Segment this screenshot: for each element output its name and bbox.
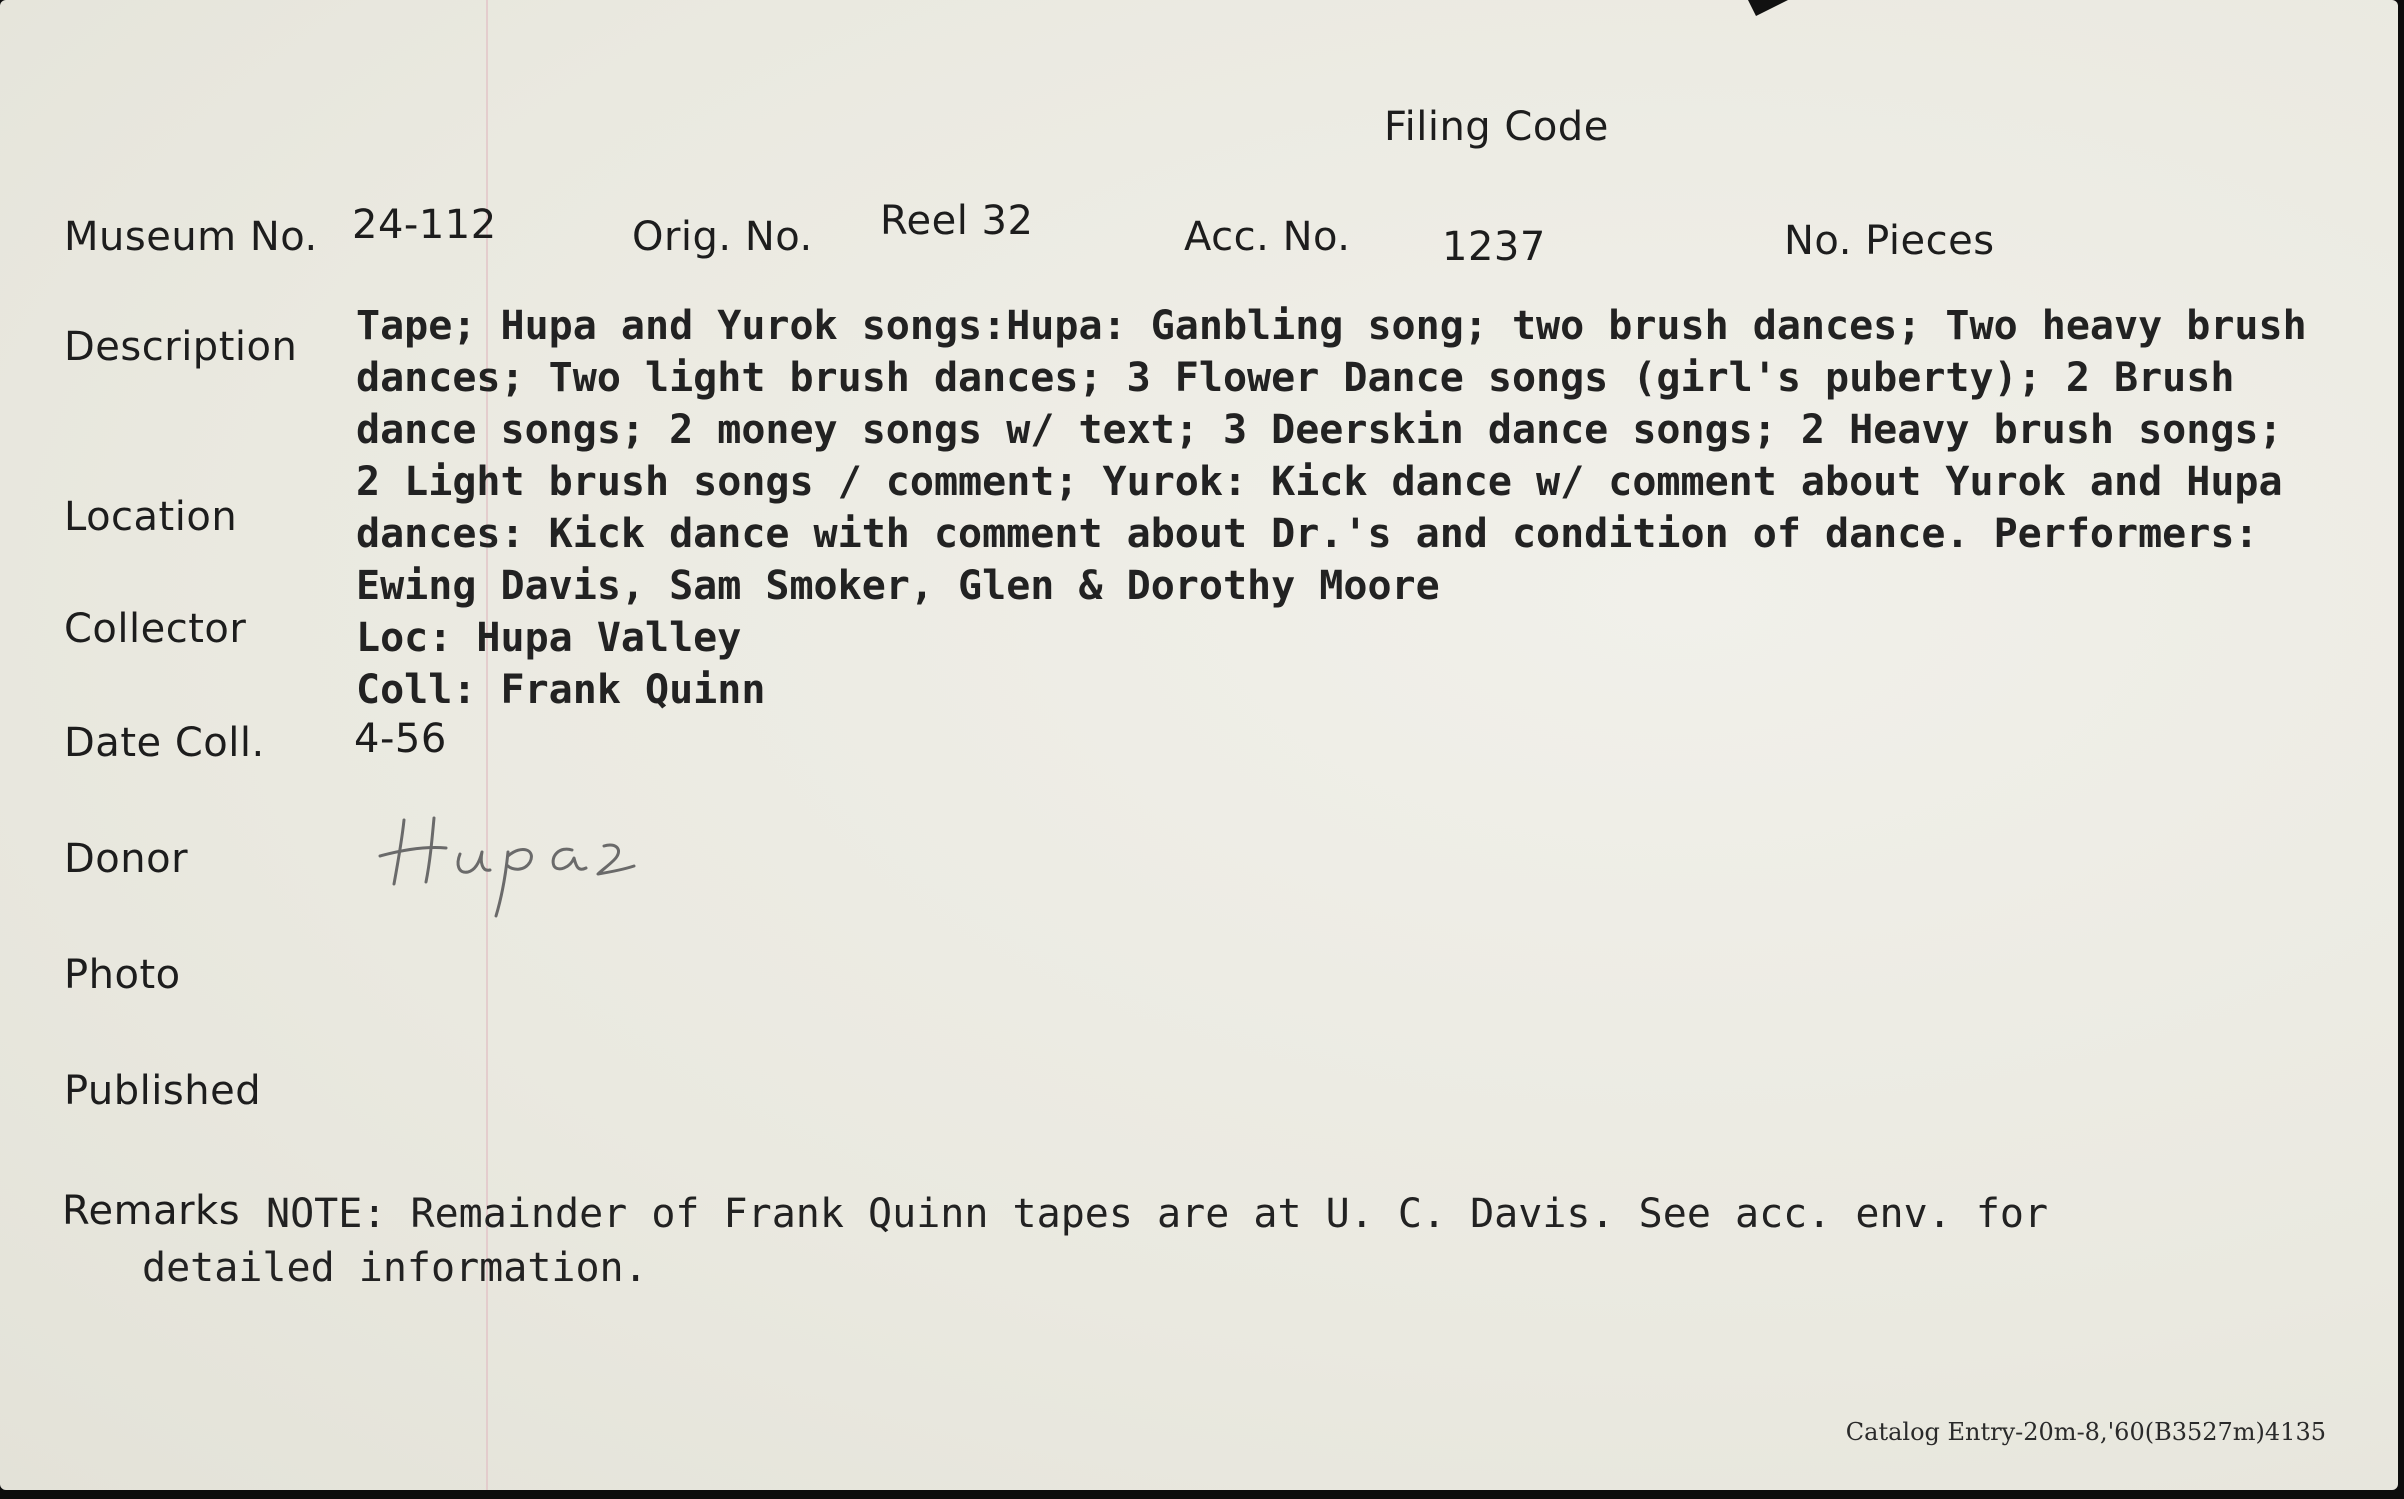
description-label: Description	[64, 324, 298, 370]
description-line: Tape; Hupa and Yurok songs:Hupa: Ganbling song; two brush dances; Two heavy brush	[356, 303, 2307, 349]
donor-label: Donor	[64, 836, 189, 882]
no-pieces-label: No. Pieces	[1784, 218, 1995, 264]
museum-no-label: Museum No.	[64, 214, 318, 260]
description-line: Loc: Hupa Valley	[356, 615, 742, 661]
orig-no-label: Orig. No.	[632, 214, 813, 260]
published-label: Published	[64, 1068, 262, 1114]
description-line: dances; Two light brush dances; 3 Flower Dance songs (girl's puberty); 2 Brush	[356, 355, 2235, 401]
remarks-line: detailed information.	[142, 1245, 648, 1291]
filing-code-label: Filing Code	[1384, 104, 1609, 150]
acc-no-label: Acc. No.	[1184, 214, 1351, 260]
description-line: dance songs; 2 money songs w/ text; 3 Deerskin dance songs; 2 Heavy brush songs;	[356, 407, 2283, 453]
description-line: Coll: Frank Quinn	[356, 667, 766, 713]
museum-no-value: 24-112	[352, 202, 497, 248]
date-coll-label: Date Coll.	[64, 720, 265, 766]
remarks-label: Remarks	[62, 1188, 241, 1234]
date-coll-value: 4-56	[354, 716, 447, 762]
remarks-line: NOTE: Remainder of Frank Quinn tapes are at U. C. Davis. See acc. env. for	[266, 1191, 2049, 1237]
acc-no-value: 1237	[1442, 224, 1546, 270]
photo-label: Photo	[64, 952, 181, 998]
description-text	[356, 300, 2307, 716]
donor-handwriting	[376, 800, 666, 920]
description-line: Ewing Davis, Sam Smoker, Glen & Dorothy Moore	[356, 563, 1440, 609]
orig-no-value: Reel 32	[880, 198, 1034, 244]
catalog-entry-footer: Catalog Entry-20m-8,'60(B3527m)4135	[1845, 1418, 2326, 1446]
location-label: Location	[64, 494, 238, 540]
collector-label: Collector	[64, 606, 247, 652]
description-line: 2 Light brush songs / comment; Yurok: Kick dance w/ comment about Yurok and Hupa	[356, 459, 2283, 505]
description-line: dances: Kick dance with comment about Dr.'s and condition of dance. Performers:	[356, 511, 2259, 557]
card-corner-notch	[1748, 0, 1788, 20]
